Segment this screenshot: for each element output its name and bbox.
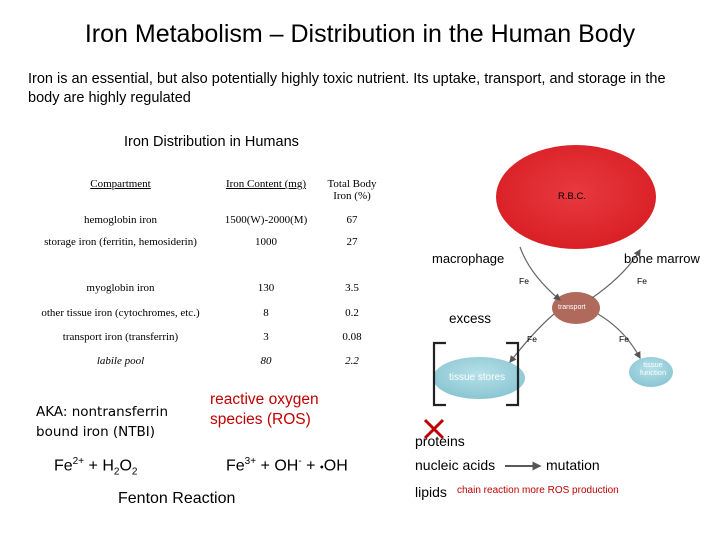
fe-label-2: Fe [637, 276, 647, 286]
chain-reaction-label: chain reaction more ROS production [457, 485, 619, 496]
proteins-label: proteins [415, 433, 465, 449]
fenton-label: Fenton Reaction [118, 490, 236, 507]
intro-text: Iron is an essential, but also potentially highly toxic nutrient. Its uptake, transport, and storage in the body are highly regulated [28, 71, 666, 106]
h-subscript: 2 [113, 466, 120, 478]
cell-content: 8 [263, 307, 269, 319]
mutation-label: mutation [546, 457, 600, 473]
header-compartment: Compartment [90, 178, 151, 190]
cell-compartment: myoglobin iron [86, 282, 155, 294]
cell-compartment: labile pool [96, 355, 145, 367]
o-symbol: O [119, 457, 132, 475]
cell-percent: 0.2 [345, 307, 359, 319]
cell-percent: 0.08 [342, 331, 362, 343]
plus-sign: + [306, 457, 316, 475]
transport-label: transport [558, 304, 586, 311]
cell-percent: 67 [346, 214, 358, 226]
fe2-symbol: Fe [54, 457, 73, 475]
excess-label: excess [449, 311, 492, 326]
radical-dot: • [319, 461, 324, 474]
cell-percent: 27 [346, 236, 358, 248]
cell-percent: 3.5 [345, 282, 359, 294]
cell-content: 1000 [255, 236, 277, 248]
tissue-function-label: tissue function [639, 360, 667, 377]
cell-compartment: storage iron (ferritin, hemosiderin) [44, 236, 197, 248]
header-total-body-iron: Total Body Iron (%) [327, 178, 377, 202]
cell-content: 3 [263, 331, 269, 343]
cell-percent: 2.2 [345, 355, 359, 367]
plus-oh: + OH [260, 457, 299, 475]
cell-compartment: hemoglobin iron [83, 214, 158, 226]
nucleic-acids-label: nucleic acids [415, 457, 496, 473]
cell-content: 130 [257, 282, 275, 294]
fe-label-4: Fe [619, 334, 629, 344]
cell-content: 1500(W)-2000(M) [224, 214, 308, 226]
page-title: Iron Metabolism – Distribution in the Human Body [84, 20, 636, 48]
header-iron-content: Iron Content (mg) [225, 178, 307, 190]
macrophage-label: macrophage [432, 251, 505, 266]
bone-marrow-label: bone marrow [624, 251, 700, 266]
lipids-label: lipids [415, 484, 447, 500]
fe3-symbol: Fe [226, 457, 245, 475]
ros-line-2: species (ROS) [210, 411, 311, 428]
table-caption: Iron Distribution in Humans [124, 134, 299, 150]
fe-label-1: Fe [519, 276, 529, 286]
arrow-macrophage-transport [520, 247, 560, 300]
aka-line-2: bound iron (NTBI) [36, 424, 156, 440]
fe2-charge: 2+ [72, 456, 85, 467]
cell-compartment: other tissue iron (cytochromes, etc.) [41, 307, 200, 319]
o-subscript: 2 [131, 466, 138, 478]
fe-label-3: Fe [527, 334, 537, 344]
oh-charge: - [298, 456, 302, 467]
fe3-charge: 3+ [244, 456, 257, 467]
cell-compartment: transport iron (transferrin) [62, 331, 179, 343]
oh-radical: OH [323, 457, 348, 475]
plus-h: + H [88, 457, 114, 475]
cell-content: 80 [260, 355, 272, 367]
aka-line-1: AKA: nontransferrin [36, 404, 168, 420]
rbc-label: R.B.C. [558, 191, 586, 202]
ros-line-1: reactive oxygen [210, 391, 319, 408]
tissue-stores-label: tissue stores [449, 372, 506, 383]
